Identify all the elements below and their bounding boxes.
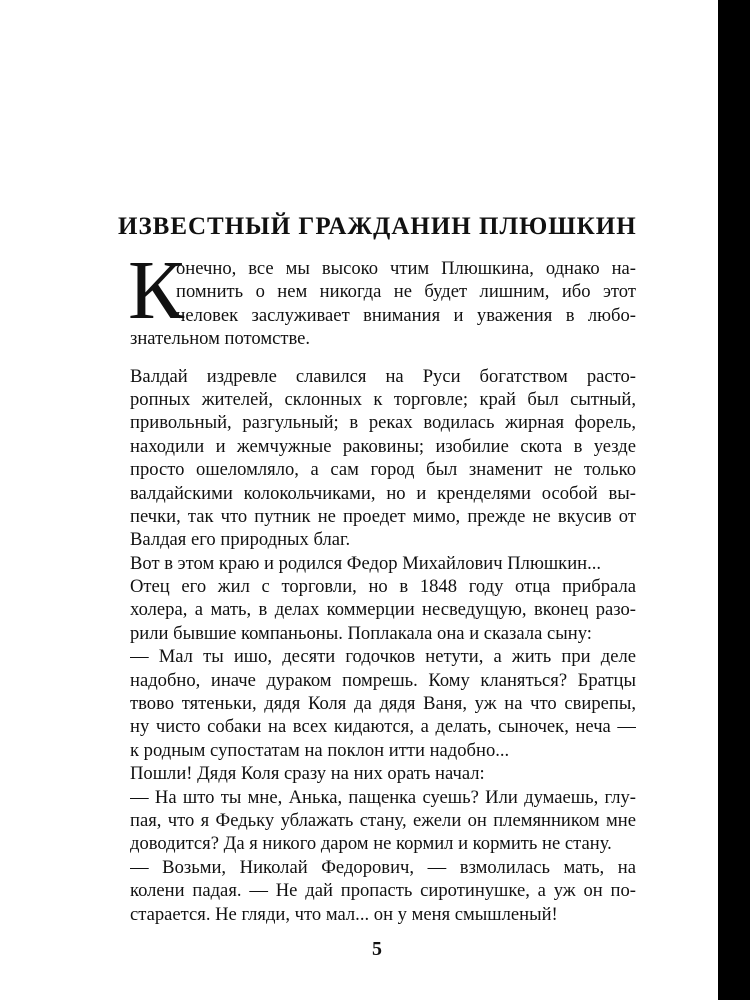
text-line: знательном потомстве. [130, 328, 311, 350]
page-number: 5 [372, 938, 382, 960]
text-line: Вот в этом краю и родился Федор Михайлович Плюшкин... [130, 552, 602, 574]
text-line: печки, так что путник не проедет мимо, прежде не вкусив от [130, 505, 636, 527]
text-line: — Возьми, Николай Федорович, — взмолилась мать, на [130, 856, 636, 878]
text-line: Валдай издревле славился на Руси богатством расто- [130, 365, 636, 387]
text-line: надобно, иначе дураком помрешь. Кому кланяться? Братцы [130, 669, 636, 691]
text-line: старается. Не гляди, что мал... он у меня смышленый! [130, 903, 558, 925]
text-line: пая, что я Федьку ублажать стану, ежели он племянником мне [130, 809, 636, 831]
text-line: просто ошеломляло, а сам город был знаменит не только [130, 459, 636, 481]
text-line: Пошли! Дядя Коля сразу на них орать начал: [130, 763, 485, 785]
text-line: онечно, все мы высоко чтим Плюшкина, однако на- [176, 258, 636, 279]
text-line: твово тятеньки, дядя Коля да дядя Ваня, уж на что свирепы, [130, 693, 636, 715]
text-line: холера, а мать, в делах коммерции несведущую, вконец разо- [130, 599, 636, 621]
page-edge-border [718, 0, 750, 1000]
text-line: помнить о нем никогда не будет лишним, ибо этот [176, 281, 636, 303]
text-line: ропных жителей, склонных к торговле; край был сытный, [130, 388, 636, 410]
text-line: рили бывшие компаньоны. Поплакала она и сказала сыну: [130, 622, 592, 644]
book-page [118, 0, 636, 1000]
text-line: к родным супостатам на поклон итти надобно... [130, 739, 510, 761]
text-line: валдайскими колокольчиками, но и кренделями особой вы- [130, 482, 636, 504]
paragraph-gap [130, 351, 636, 365]
text-line: привольный, разгульный; в реках водилась жирная форель, [130, 412, 636, 434]
text-line: человек заслуживает внимания и уважения в любо- [176, 304, 636, 326]
text-line: Отец его жил с торговли, но в 1848 году отца прибрала [130, 576, 636, 598]
chapter-title: ИЗВЕСТНЫЙ ГРАЖДАНИН ПЛЮШКИН [118, 213, 637, 240]
text-line: колени падая. — Не дай пропасть сиротинушке, а уж он по- [130, 880, 636, 902]
text-line: находили и жемчужные раковины; изобилие скота в уезде [130, 435, 636, 457]
text-line: — На што ты мне, Анька, пащенка суешь? Или думаешь, глу- [130, 786, 636, 808]
text-line: ну чисто собаки на всех кидаются, а делать, сыночек, неча — [130, 716, 636, 738]
text-line: — Мал ты ишо, десяти годочков нетути, а жить при деле [130, 646, 636, 668]
body-text [128, 244, 636, 926]
drop-cap: К [128, 244, 185, 337]
text-line: Валдая его природных благ. [130, 529, 351, 551]
text-line: доводится? Да я никого даром не кормил и кормить не стану. [130, 833, 612, 855]
